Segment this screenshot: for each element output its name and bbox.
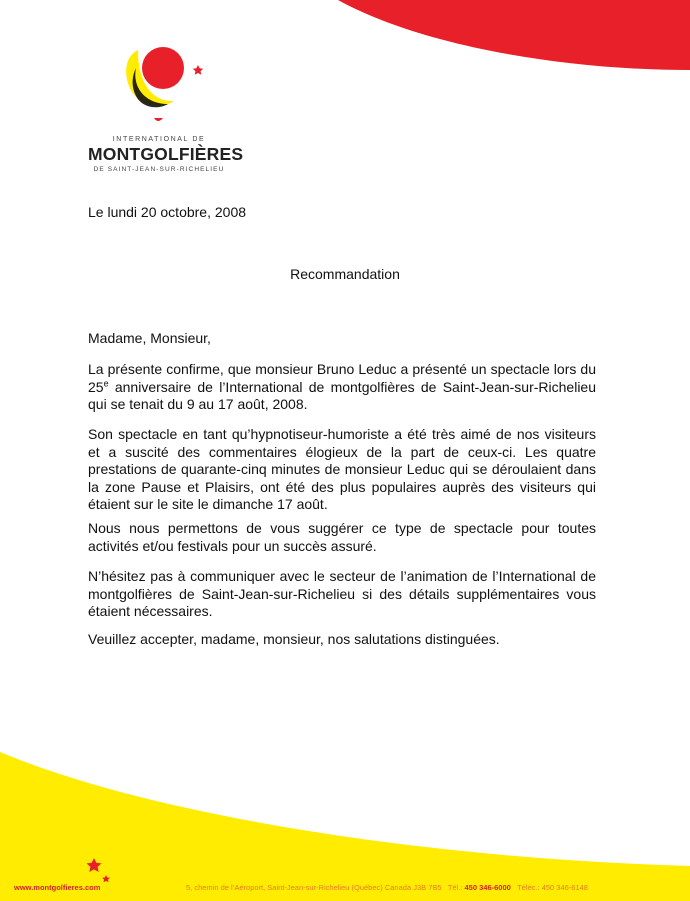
logo-line-bottom: DE SAINT-JEAN-SUR-RICHELIEU bbox=[93, 166, 225, 173]
paragraph-suggestion: Nous nous permettons de vous suggérer ce type de spectacle pour toutes activités et/ou festivals pour un succès assuré. bbox=[88, 520, 596, 554]
footer-fax: 450 346-6148 bbox=[541, 883, 588, 892]
balloon-icon bbox=[88, 38, 230, 136]
paragraph-confirmation: La présente confirme, que monsieur Bruno Leduc a présenté un spectacle lors du 25e anniversaire de l’International de montgolfières de Saint-Jean-sur-Richelieu qui se tenait du 9 au 17 août, 2008. bbox=[88, 361, 596, 413]
logo-wordmark: MONTGOLFIÈRES bbox=[88, 144, 244, 164]
letter-subject: Recommandation bbox=[290, 266, 400, 282]
festival-logo bbox=[88, 38, 244, 178]
footer-fax-label: Téléc.: bbox=[517, 883, 540, 892]
logo-line-top: INTERNATIONAL DE bbox=[112, 136, 206, 143]
footer-street-address: 5, chemin de l’Aéroport, Saint-Jean-sur-Richelieu (Québec) Canada J3B 7B5 bbox=[186, 883, 442, 892]
letter-salutation: Madame, Monsieur, bbox=[88, 330, 211, 346]
footer-address bbox=[186, 883, 588, 892]
paragraph-performance: Son spectacle en tant qu’hypnotiseur-humoriste a été très aimé de nos visiteurs et a suscité des commentaires élogieux de la part de ceux-ci. Les quatre prestations de quarante-cinq minutes de monsieur Leduc qui se déroulaient dans la zone Pause et Plaisirs, ont été des plus populaires auprès des visiteurs qui étaient sur le site le dimanche 17 août. bbox=[88, 426, 596, 513]
paragraph-contact: N’hésitez pas à communiquer avec le secteur de l’animation de l’International de montgolfières de Saint-Jean-sur-Richelieu si des détails supplémentaires vous étaient nécessaires. bbox=[88, 568, 596, 620]
paragraph-closing: Veuillez accepter, madame, monsieur, nos salutations distinguées. bbox=[88, 631, 500, 647]
footer-tel: 450 346-6000 bbox=[464, 883, 511, 892]
letter-date: Le lundi 20 octobre, 2008 bbox=[88, 204, 247, 220]
footer-website-link[interactable]: www.montgolfieres.com bbox=[14, 883, 101, 892]
footer-tel-label: Tél.: bbox=[447, 883, 463, 892]
top-right-red-swoosh bbox=[338, 0, 690, 70]
